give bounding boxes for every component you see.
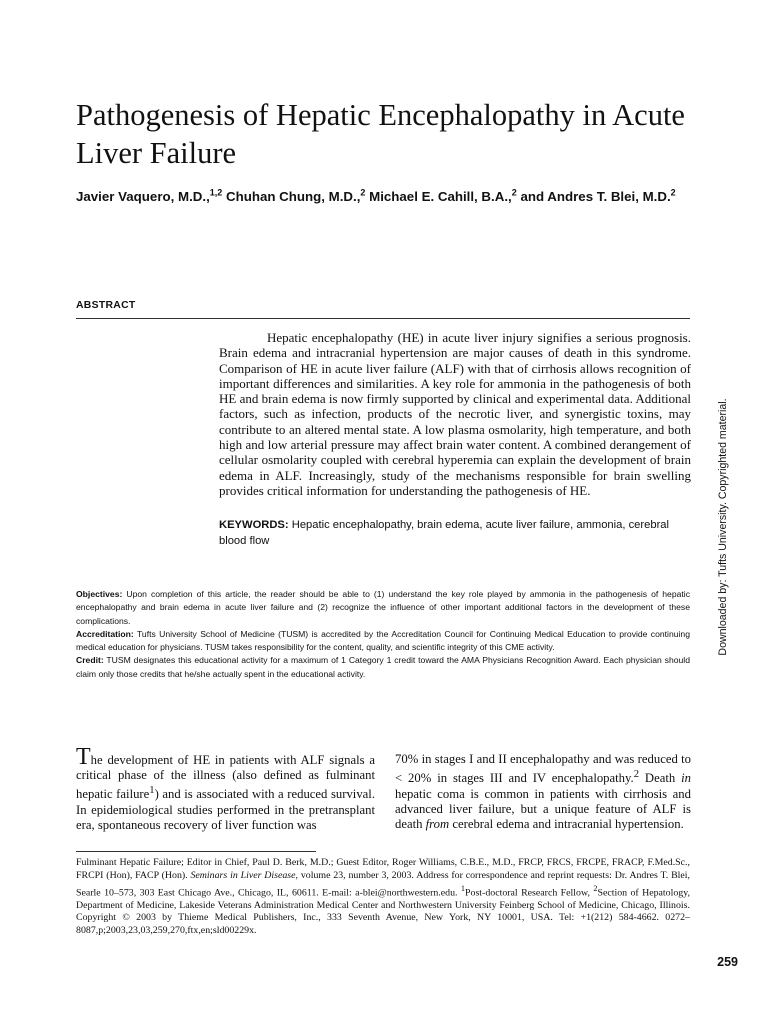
- footnote-marker: 1: [460, 883, 466, 893]
- body-column-right: [395, 752, 691, 832]
- affiliation-marker: 1,2: [209, 187, 223, 198]
- journal-name: Seminars in Liver Disease: [190, 869, 296, 881]
- footnote-text: Fulminant Hepatic Failure; Editor in Chief, Paul D. Berk, M.D.; Guest Editor, Roger Williams, C.B.E., M.D., FRCP, FRCS, FRCPE, FRACP, F.Med.Sc., FRCPI (Hon), FACP (Hon).: [76, 857, 690, 881]
- abstract-heading: ABSTRACT: [76, 300, 136, 311]
- drop-cap: T: [76, 744, 91, 770]
- footnote-text: , volume 23, number 3, 2003. Address for correspondence and reprint requests: Dr. Andres T. Blei, Searle 10–573, 303 East Chicago Ave., Chicago, IL, 60611. E-mail: a-blei@northwestern.edu.: [76, 869, 691, 898]
- cme-information: [76, 588, 690, 681]
- keywords-block: [219, 518, 691, 549]
- author-name: Michael E. Cahill, B.A.,: [365, 189, 512, 204]
- keywords-list: Hepatic encephalopathy, brain edema, acute liver failure, ammonia, cerebral blood flow: [219, 519, 669, 547]
- keywords-label: KEYWORDS:: [219, 519, 289, 531]
- body-text: cerebral edema and intracranial hypertension.: [449, 817, 684, 832]
- cme-accreditation: [76, 628, 690, 655]
- objectives-text: Upon completion of this article, the reader should be able to (1) understand the key role played by ammonia in the pathogenesis of hepatic encephalopathy and brain edema in acute liver failure and (2) recognize the influence of other important additional factors in the development of these complications.: [76, 589, 690, 626]
- footnote-marker: 2: [593, 883, 598, 893]
- article-footnote: [76, 857, 690, 938]
- footnote-text: Section of Hepatology, Department of Medicine, Lakeside Veterans Administration Medical Center and Northwestern University Feinberg School of Medicine, Chicago, Illinois. Copyright © 2003 by Thieme Medical Publishers, Inc., 333 Seventh Avenue, New York, NY 10001, USA. Tel: +1(212) 584-4662. 0272–8087,p;2003,23,03,259,270,ftx,en;sld00229x.: [76, 886, 690, 937]
- body-text: 70% in stages I and II encephalopathy and was reduced to < 20% in stages III and IV encephalopathy.: [395, 752, 691, 786]
- body-text: Death: [639, 771, 682, 786]
- author-name: Javier Vaquero, M.D.,: [76, 189, 210, 204]
- author-list: [76, 188, 716, 205]
- objectives-label: Objectives:: [76, 589, 123, 599]
- abstract-body: Hepatic encephalopathy (HE) in acute liver injury signifies a serious prognosis. Brain edema and intracranial hypertension are major causes of death in this syndrome. Comparison of HE in acute liver failure (ALF) with that of cirrhosis allows recognition of important differences and similarities. A key role for ammonia in the pathogenesis of both HE and brain edema is now firmly supported by clinical and experimental data. Additional factors, such as infection, products of the necrotic liver, and synergistic toxins, may contribute to an altered mental state. A low plasma osmolarity, high temperature, and both high and low arterial pressure may affect brain water content. A combined derangement of cellular osmolarity coupled with cerebral hyperemia can explain the development of brain edema in ALF. Increasingly, study of the mechanisms responsible for brain swelling provides critical information for understanding the pathogenesis of HE.: [219, 330, 691, 498]
- body-column-left: [76, 744, 375, 833]
- affiliation-marker: 2: [360, 187, 366, 198]
- cme-objectives: [76, 588, 690, 628]
- page-number: 259: [717, 955, 738, 969]
- article-title: Pathogenesis of Hepatic Encephalopathy in Acute Liver Failure: [76, 98, 685, 170]
- credit-text: TUSM designates this educational activity for a maximum of 1 Category 1 credit toward the AMA Physicians Recognition Award. Each physician should claim only those credits that he/she actually spent in the educational activity.: [76, 655, 690, 679]
- accreditation-label: Accreditation:: [76, 628, 134, 639]
- reference-marker: 2: [633, 769, 640, 781]
- download-notice-text: Downloaded by: Tufts University. Copyrighted material.: [717, 398, 729, 656]
- affiliation-marker: 2: [511, 187, 517, 198]
- emphasis-text: in: [681, 771, 691, 786]
- affiliation-marker: 2: [670, 187, 676, 198]
- download-notice: [715, 382, 731, 672]
- footnote-divider: [76, 851, 316, 852]
- author-name: and Andres T. Blei, M.D.: [516, 189, 671, 204]
- cme-credit: [76, 654, 690, 681]
- footnote-text: Post-doctoral Research Fellow,: [465, 886, 594, 898]
- body-text: hepatic coma is common in patients with cirrhosis and advanced liver failure, but a unique feature of ALF is death: [395, 786, 691, 832]
- accreditation-text: Tufts University School of Medicine (TUSM) is accredited by the Accreditation Council for Continuing Medical Education to provide continuing medical education for physicians. TUSM takes responsibility for the content, quality, and scientific integrity of this CME activity.: [76, 628, 690, 653]
- reference-marker: 1: [149, 785, 155, 797]
- emphasis-text: from: [425, 817, 450, 832]
- credit-label: Credit:: [76, 655, 104, 666]
- body-text: ) and is associated with a reduced survival. In epidemiological studies performed in the pretransplant era, spontaneous recovery of liver function was: [76, 787, 375, 833]
- author-name: Chuhan Chung, M.D.,: [222, 189, 361, 204]
- abstract-divider: [76, 318, 690, 319]
- body-text: he development of HE in patients with ALF signals a critical phase of the illness (also defined as fulminant hepatic failure: [76, 753, 375, 802]
